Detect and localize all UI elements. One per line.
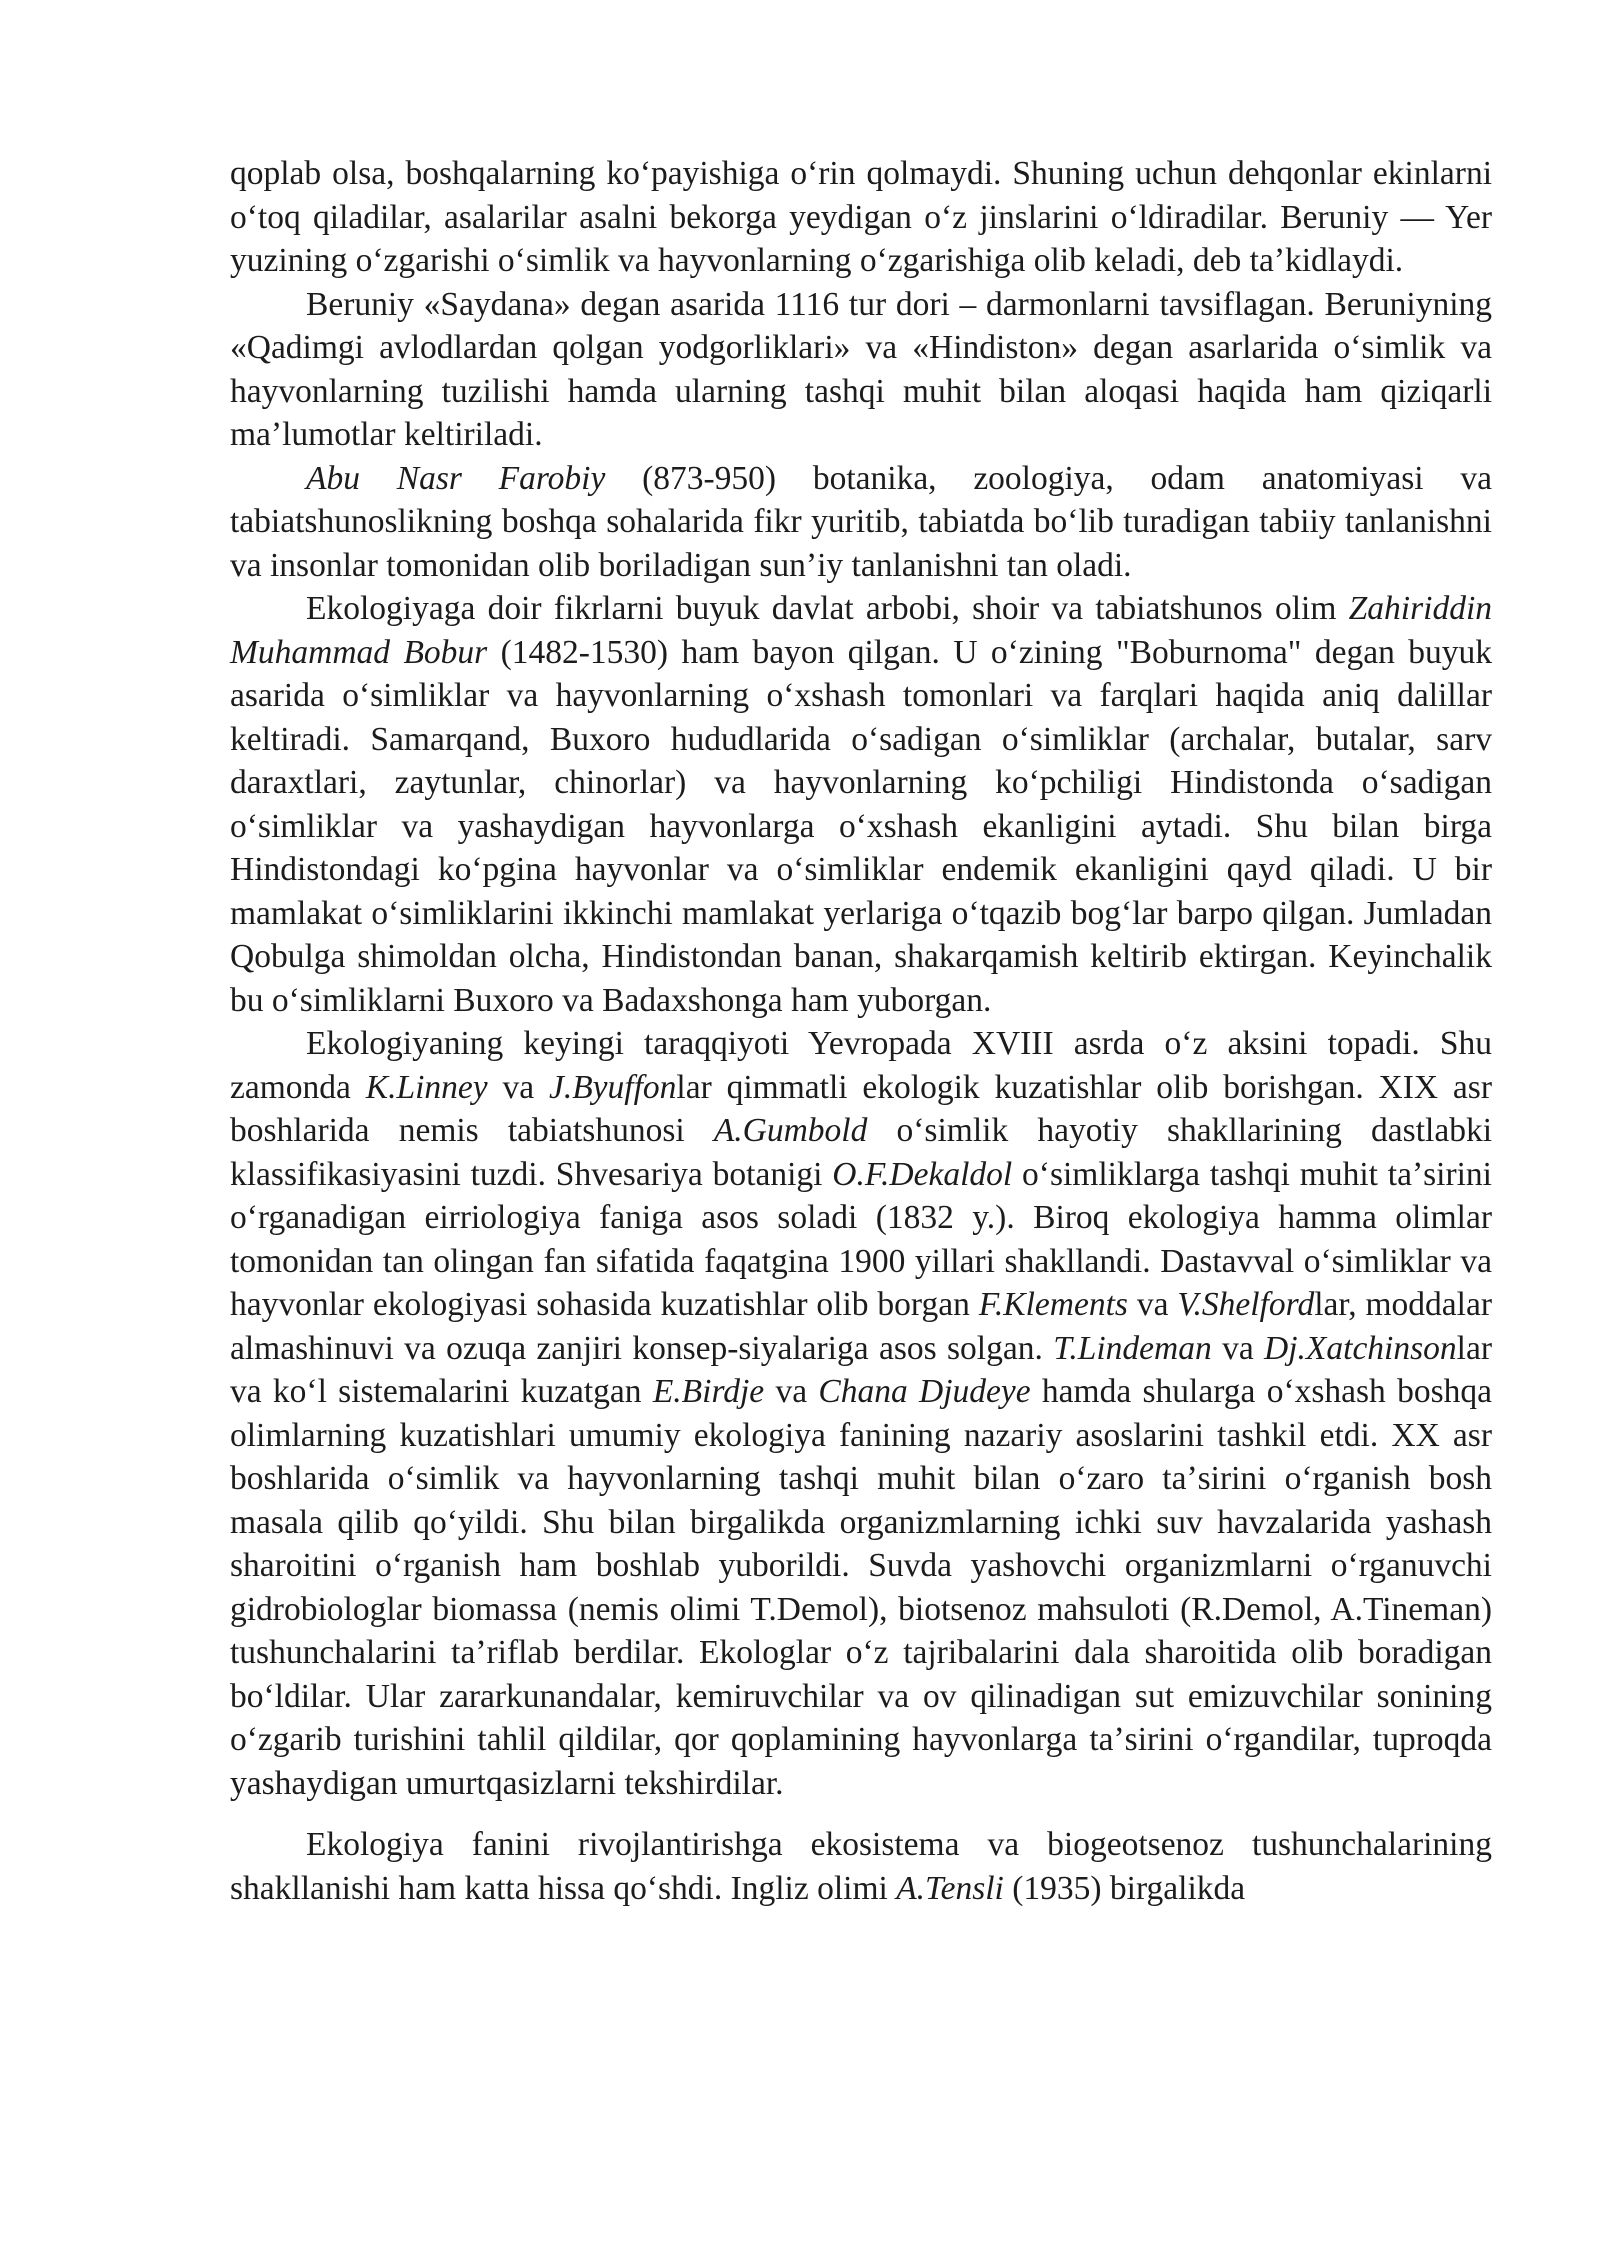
author-name: Abu Nasr Farobiy bbox=[306, 459, 606, 497]
author-name: F.Klements bbox=[978, 1286, 1128, 1323]
author-name: A.Tensli bbox=[896, 1869, 1004, 1907]
paragraph-3 bbox=[230, 457, 1492, 588]
text-run: va bbox=[1127, 1286, 1178, 1323]
text-run: lar va koʻl sistemalarini kuzatgan bbox=[230, 1329, 1492, 1410]
author-name: V.Shelford bbox=[1177, 1286, 1315, 1323]
text-run: Ekologiyaga doir fikrlarni buyuk davlat arbobi, shoir va tabiatshunos olim bbox=[306, 590, 1349, 627]
document-page bbox=[230, 152, 1492, 1910]
author-name: Zahiriddin Muhammad Bobur bbox=[230, 590, 1492, 671]
paragraph-4 bbox=[230, 587, 1492, 1022]
author-name: A.Gumbold bbox=[713, 1112, 868, 1149]
text-run: Ekologiyaning keyingi taraqqiyoti Yevropada XVIII asrda oʻz aksini topadi. Shu zamonda bbox=[230, 1025, 1492, 1106]
text-run: Ekologiya fanini rivojlantirishga ekosistema va biogeotsenoz tushunchalarining shakllanishi ham katta hissa qoʻshdi. Ingliz olimi bbox=[230, 1826, 1492, 1907]
text-run: (873-950) botanika, zoologiya, odam anatomiyasi va tabiatshunoslikning boshqa sohalarida fikr yuritib, tabiatda boʻlib turadigan tabiiy tanlanishni va insonlar tomonidan olib boriladigan sunʼiy tanlanishni tan oladi. bbox=[230, 459, 1492, 584]
text-run: lar, moddalar almashinuvi va ozuqa zanjiri konsep-siyalariga asos solgan. bbox=[230, 1286, 1493, 1367]
paragraph-2 bbox=[230, 283, 1492, 457]
author-name: O.F.Dekaldol bbox=[832, 1155, 1013, 1193]
author-name: E.Birdje bbox=[652, 1373, 765, 1410]
text-run: va bbox=[1211, 1329, 1265, 1367]
author-name: K.Linney bbox=[365, 1068, 488, 1106]
text-run: hamda shularga oʻxshash boshqa olimlarning kuzatishlari umumiy ekologiya fanining nazariy asoslarini tashkil etdi. XX asr boshlarida oʻsimlik va hayvonlarning tashqi muhit bilan oʻzaro taʼsirini oʻrganish bosh masala qilib qoʻyildi. Shu bilan birgalikda organizmlarning ichki suv havzalarida yashash sharoitini oʻrganish ham boshlab yuborildi. Suvda yashovchi organizmlarni oʻrganuvchi gidrobiologlar biomassa (nemis olimi T.Demol), biotsenoz mahsuloti (R.Demol, A.Tineman) tushunchalarini taʼriflab berdilar. Ekologlar oʻz tajribalarini dala sharoitida olib boradigan boʻldilar. Ular zararkunandalar, kemiruvchilar va ov qilinadigan sut emizuvchilar sonining oʻzgarib turishini tahlil qildilar, qor qoplamining hayvonlarga taʼsirini oʻrgandilar, tuproqda yashaydigan umurtqasizlarni tekshirdilar. bbox=[230, 1373, 1492, 1802]
text-run: Beruniy «Saydana» degan asarida 1116 tur dori – darmonlarni tavsiflagan. Beruniyning «Qadimgi avlodlardan qolgan yodgorliklari» va «Hindiston» degan asarlarida oʻsimlik va hayvonlarning tuzilishi hamda ularning tashqi muhit bilan aloqasi haqida ham qiziqarli maʼlumotlar keltiriladi. bbox=[230, 285, 1492, 453]
paragraph-1 bbox=[230, 152, 1492, 283]
text-run: qoplab olsa, boshqalarning koʻpayishiga oʻrin qolmaydi. Shuning uchun dehqonlar ekinlarni oʻtoq qiladilar, asalarilar asalni bekorga yeydigan oʻz jinslarini oʻldiradilar. Beruniy — Yer yuzining oʻzgarishi oʻsimlik va hayvonlarning oʻzgarishiga olib keladi, deb taʼkidlaydi. bbox=[230, 155, 1492, 279]
author-name: J.Byuffon bbox=[548, 1068, 677, 1106]
text-run: lar qimmatli ekologik kuzatishlar olib borishgan. XIX asr boshlarida nemis tabiatshunosi bbox=[230, 1068, 1492, 1149]
text-run: va bbox=[764, 1373, 819, 1410]
paragraph-6 bbox=[230, 1823, 1492, 1910]
text-run: (1935) birgalikda bbox=[1003, 1869, 1246, 1907]
author-name: Dj.Xatchinson bbox=[1264, 1329, 1457, 1367]
text-run: oʻsimlik hayotiy shakllarining dastlabki klassifikasiyasini tuzdi. Shvesariya botanigi bbox=[230, 1112, 1492, 1193]
text-run: oʻsimliklarga tashqi muhit taʼsirini oʻrganadigan eirriologiya faniga asos soladi (1832 y.). Biroq ekologiya hamma olimlar tomonidan tan olingan fan sifatida faqatgina 1900 yillari shakllandi. Dastavval oʻsimliklar va hayvonlar ekologiyasi sohasida kuzatishlar olib borgan bbox=[230, 1155, 1492, 1323]
author-name: T.Lindeman bbox=[1053, 1329, 1212, 1367]
paragraph-5 bbox=[230, 1022, 1492, 1805]
author-name: Chana Djudeye bbox=[818, 1373, 1031, 1410]
text-run: va bbox=[487, 1068, 549, 1106]
text-run: (1482-1530) ham bayon qilgan. U oʻzining "Boburnoma" degan buyuk asarida oʻsimliklar va hayvonlarning oʻxshash tomonlari va farqlari haqida aniq dalillar keltiradi. Samarqand, Buxoro hududlarida oʻsadigan oʻsimliklar (archalar, butalar, sarv daraxtlari, zaytunlar, chinorlar) va hayvonlarning koʻpchiligi Hindistonda oʻsadigan oʻsimliklar va yashaydigan hayvonlarga oʻxshash ekanligini aytadi. Shu bilan birga Hindistondagi koʻpgina hayvonlar va oʻsimliklar endemik ekanligini qayd qiladi. U bir mamlakat oʻsimliklarini ikkinchi mamlakat yerlariga oʻtqazib bogʻlar barpo qilgan. Jumladan Qobulga shimoldan olcha, Hindistondan banan, shakarqamish keltirib ektirgan. Keyinchalik bu oʻsimliklarni Buxoro va Badaxshonga ham yuborgan. bbox=[230, 633, 1493, 1019]
